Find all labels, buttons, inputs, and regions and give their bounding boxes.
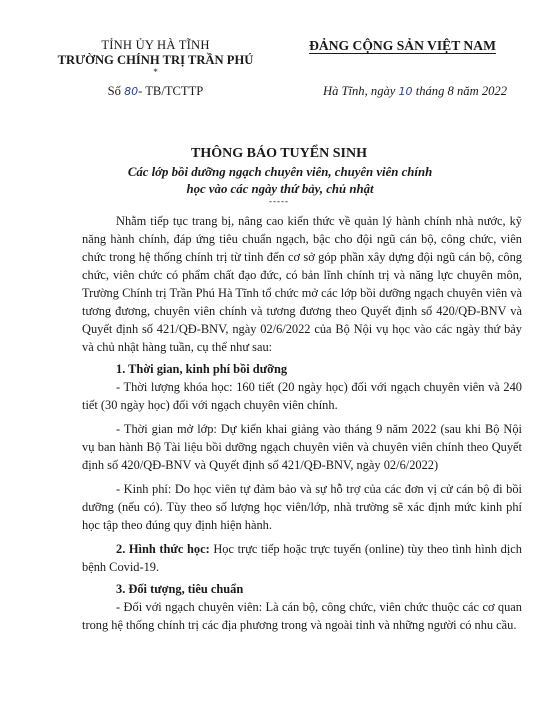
date-suffix: tháng 8 năm 2022 [415, 84, 508, 98]
section-1-schedule: - Thời gian mở lớp: Dự kiến khai giảng vào tháng 9 năm 2022 (sau khi Bộ Nội vụ ban hành Bộ Tài liệu bồi dưỡng ngạch chuyên viên và chuyên viên chính theo Quyết định số 420/QĐ-BNV và Quyết định số 421/QĐ-BNV, ngày 02/6/2022) [82, 422, 522, 472]
org-name: TRƯỜNG CHÍNH TRỊ TRẦN PHÚ [57, 53, 254, 67]
section-1-duration: - Thời lượng khóa học: 160 tiết (20 ngày học) đối với ngạch chuyên viên và 240 tiết (30 ngày học) đối với ngạch chuyên viên chính. [82, 380, 522, 412]
star-mark: * [153, 67, 158, 77]
org-parent: TỈNH ỦY HÀ TĨNH [101, 38, 210, 52]
document-title: THÔNG BÁO TUYỂN SINH [191, 146, 367, 161]
date-line [300, 84, 530, 99]
date-day-handwritten: 10 [398, 85, 413, 98]
party-heading: ĐẢNG CỘNG SẢN VIỆT NAM [309, 38, 496, 53]
section-2-text: Học trực tiếp hoặc trực tuyến (online) tùy theo tình hình dịch bệnh Covid-19. [82, 542, 522, 574]
document-number [48, 84, 263, 99]
section-1-heading: 1. Thời gian, kinh phí bồi dưỡng [116, 362, 288, 376]
document-subtitle [120, 164, 440, 197]
doc-no-prefix: Số [107, 84, 121, 98]
issuer-block [48, 38, 263, 99]
subtitle-line-2: học vào các ngày thứ bảy, chủ nhật [186, 181, 374, 196]
doc-no-suffix: - TB/TCTTP [138, 84, 204, 98]
intro-paragraph: Nhằm tiếp tục trang bị, nâng cao kiến thức về quản lý hành chính nhà nước, kỹ năng hành chính, đáp ứng tiêu chuẩn ngạch, bậc cho đội ngũ cán bộ, công chức, viên chức trong hệ thống chính trị từ tỉnh đến cơ sở góp phần xây dựng đội ngũ cán bộ, công chức, viên chức có phẩm chất đạo đức, có bản lĩnh chính trị và năng lực chuyên môn, Trường Chính trị Trần Phú Hà Tĩnh tổ chức mở các lớp bồi dưỡng ngạch chuyên viên và tương đương, chuyên viên chính và tương đương theo Quyết định số 420/QĐ-BNV và Quyết định số 421/QĐ-BNV, ngày 02/6/2022 của Bộ Nội vụ học vào các ngày thứ bảy và chủ nhật hàng tuần, cụ thể như sau: [82, 214, 522, 354]
doc-no-handwritten: 80 [124, 85, 139, 98]
section-3-civil-servant: - Đối với ngạch chuyên viên: Là cán bộ, công chức, viên chức thuộc các cơ quan trong hệ thống chính trị các địa phương trong và ngoài tỉnh và những người có nhu cầu. [82, 600, 522, 632]
section-1-fees: - Kinh phí: Do học viên tự đảm bảo và sự hỗ trợ của các đơn vị cử cán bộ đi bồi dưỡng (nếu có). Tùy theo số lượng học viên/lớp, nhà trường sẽ xác định mức kinh phí học tập theo đúng quy định hiện hành. [82, 482, 522, 532]
document-body [82, 212, 522, 634]
section-2-paragraph [82, 540, 522, 576]
section-2-heading: 2. Hình thức học: [116, 542, 210, 556]
date-prefix: Hà Tĩnh, ngày [322, 84, 396, 98]
section-3-heading: 3. Đối tượng, tiêu chuẩn [116, 582, 244, 596]
subtitle-line-1: Các lớp bồi dưỡng ngạch chuyên viên, chuyên viên chính [127, 165, 433, 179]
title-divider: ----- [269, 196, 289, 206]
